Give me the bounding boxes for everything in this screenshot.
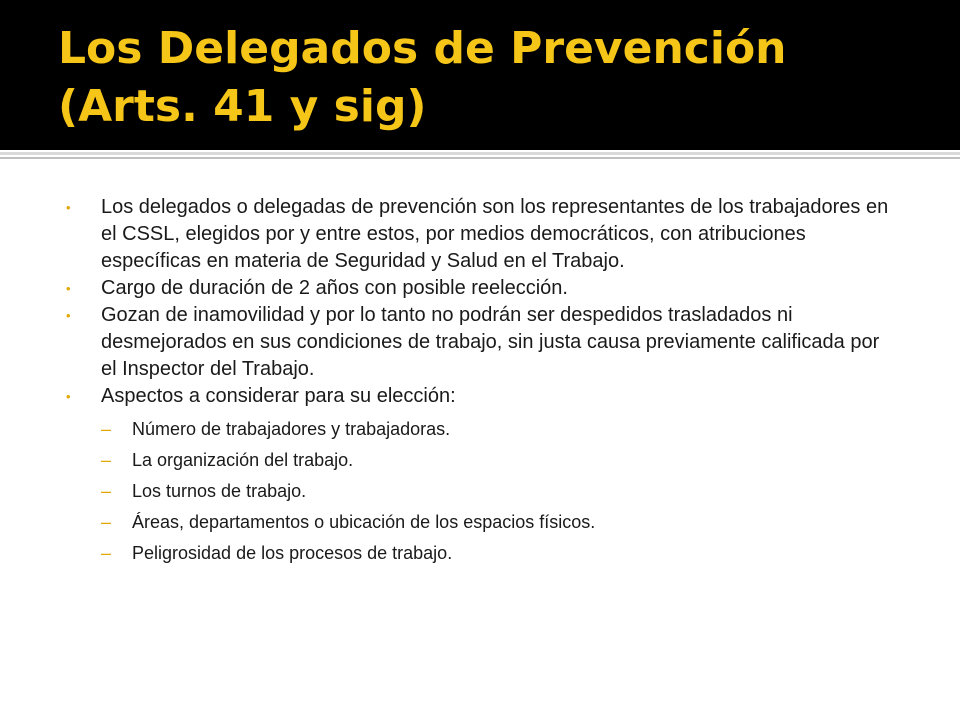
slide-title	[58, 20, 938, 136]
bullet-item	[66, 194, 896, 275]
sub-bullet-text: Peligrosidad de los procesos de trabajo.	[132, 543, 453, 563]
dash-icon: –	[101, 450, 112, 470]
bullet-text: Los delegados o delegadas de prevención son los representantes de los trabajadores en el CSSL, elegidos por y entre estos, por medios democráticos, con atribuciones específicas en materia de Seguridad y Salud en el Trabajo.	[101, 196, 889, 272]
bullet-text: Cargo de duración de 2 años con posible reelección.	[101, 277, 568, 299]
bullet-item	[66, 302, 896, 383]
title-divider-secondary	[0, 157, 960, 159]
dash-icon: –	[101, 419, 112, 439]
sub-bullet-item	[101, 445, 896, 476]
title-line-1: Los Delegados de Prevención	[58, 23, 787, 74]
dash-icon: –	[101, 512, 112, 532]
sub-bullet-text: Los turnos de trabajo.	[132, 481, 307, 501]
sub-bullet-item	[101, 414, 896, 445]
sub-bullet-text: La organización del trabajo.	[132, 450, 354, 470]
sub-bullet-text: Número de trabajadores y trabajadoras.	[132, 419, 451, 439]
bullet-text: Aspectos a considerar para su elección:	[101, 385, 456, 407]
bullet-list	[66, 194, 896, 569]
bullet-text: Gozan de inamovilidad y por lo tanto no podrán ser despedidos trasladados ni desmejorados en sus condiciones de trabajo, sin justa causa previamente calificada por el Inspector del Trabajo.	[101, 304, 880, 380]
bullet-dot-icon: •	[66, 389, 71, 404]
sub-bullet-item	[101, 538, 896, 569]
bullet-dot-icon: •	[66, 200, 71, 215]
dash-icon: –	[101, 543, 112, 563]
bullet-item	[66, 275, 896, 302]
sub-bullet-item	[101, 476, 896, 507]
sub-bullet-text: Áreas, departamentos o ubicación de los espacios físicos.	[132, 512, 596, 532]
bullet-item	[66, 383, 896, 569]
bullet-dot-icon: •	[66, 308, 71, 323]
bullet-dot-icon: •	[66, 281, 71, 296]
title-divider	[0, 152, 960, 155]
slide-content	[66, 194, 896, 569]
sub-bullet-list	[101, 414, 896, 569]
sub-bullet-item	[101, 507, 896, 538]
dash-icon: –	[101, 481, 112, 501]
title-line-2: (Arts. 41 y sig)	[58, 81, 427, 132]
